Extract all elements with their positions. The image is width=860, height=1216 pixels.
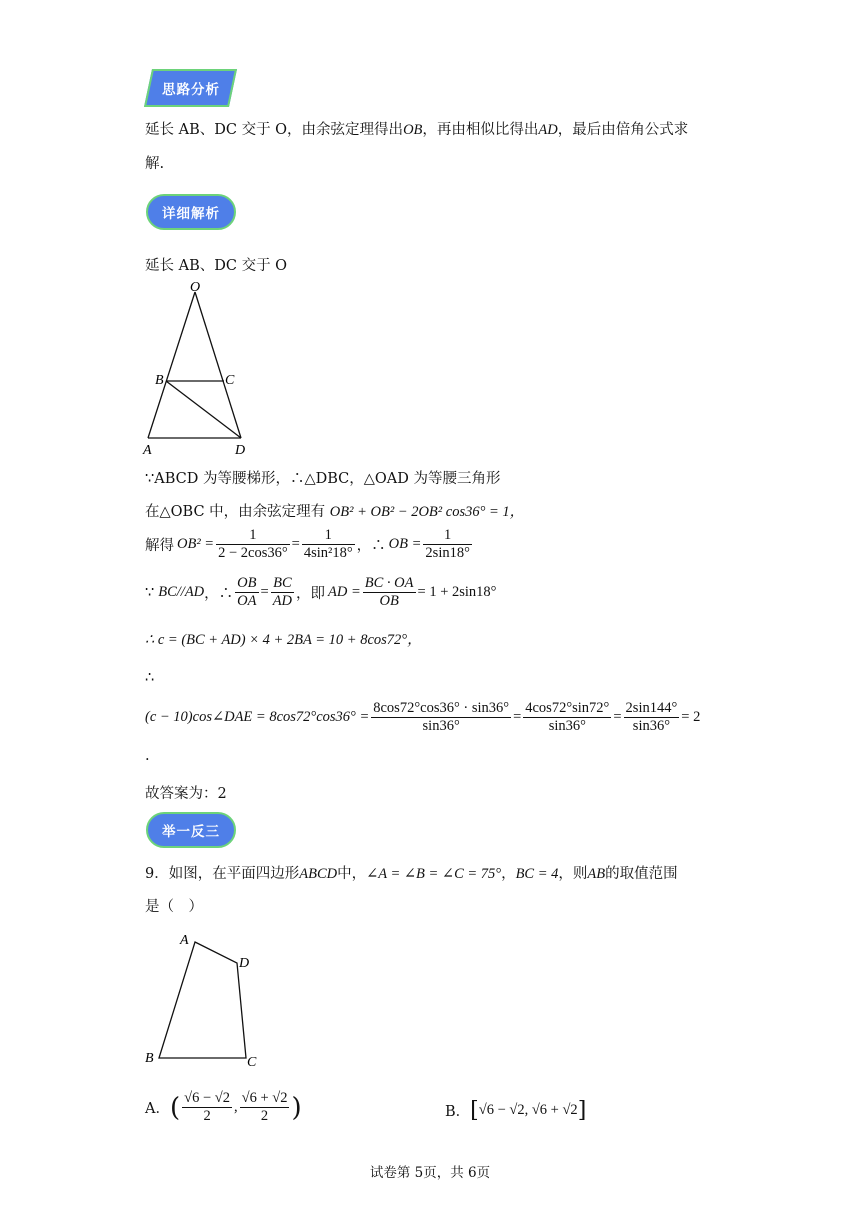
option-a-fraction-2: $\frac{√6 + √2}{2}$	[241, 1090, 288, 1124]
final-equation-line: (c − 10)cos∠DAE = 8cos72°cos36° = $\frac{8\cos 72^\circ\cos 36^\circ \cdot \sin 36^\circ}{\sin 36^\circ}$ = $\frac{4\cos 72^\circ\sin 72^\circ}{\sin 36^\circ}$ = $\frac{2\sin 144^\circ}{\sin 36^\circ}$ = 2	[145, 700, 701, 734]
question-text-b: 中，	[337, 866, 367, 882]
therefore-line: ∴	[145, 670, 155, 686]
final-lhs: (c − 10)cos∠DAE = 8cos72°cos36° =	[145, 709, 370, 725]
cosine-equation: OB² + OB² − 2OB² cos36° = 1，	[329, 504, 525, 520]
detail-extend-line: 延长 AB、DC 交于 O	[145, 258, 288, 274]
final-fraction-1: $\frac{8\cos 72^\circ\cos 36^\circ \cdot \sin 36^\circ}{\sin 36^\circ}$	[373, 700, 510, 734]
option-b[interactable]: B． [ √6 − √2, √6 + √2 ]	[445, 1098, 587, 1123]
solve-fraction-1: $\frac{1}{2 - 2\cos 36^\circ}$	[218, 527, 288, 561]
question-line-2: 是（ ）	[145, 899, 203, 915]
label-a: A	[143, 443, 152, 458]
label-c: C	[225, 373, 235, 388]
answer-line: 故答案为：2	[145, 786, 227, 802]
line-bd	[166, 381, 241, 438]
analysis-text-a: 延长 AB、DC 交于 O，由余弦定理得出	[145, 122, 404, 138]
analysis-badge	[144, 69, 237, 107]
line-od	[195, 292, 241, 438]
analysis-text-b: ，再由相似比得出	[422, 122, 539, 138]
line-oa	[148, 292, 195, 438]
trapezoid-figure	[140, 278, 260, 458]
parallel-ie: ，即	[296, 586, 326, 602]
because-symbol: ∵	[145, 584, 155, 601]
practice-badge-label: 举一反三	[162, 824, 220, 840]
cosine-text: 在△OBC 中，由余弦定理有	[145, 504, 326, 520]
question-text-c: ，则	[558, 866, 588, 882]
solve-then: ，∴	[356, 538, 386, 554]
analysis-ad: AD	[538, 122, 558, 138]
label-q-b: B	[145, 1051, 154, 1066]
solve-fraction-3: $\frac{1}{2\sin 18^\circ}$	[425, 527, 470, 561]
parallel-then: ，∴	[204, 586, 234, 602]
label-d: D	[235, 443, 246, 458]
ratio-ob-oa: $\frac{OB}{OA}$	[237, 575, 257, 609]
isosceles-line: ∵ABCD 为等腰梯形，∴△DBC，△OAD 为等腰三角形	[145, 471, 501, 487]
final-fraction-2: $\frac{4\cos 72^\circ\sin 72^\circ}{\sin 36^\circ}$	[525, 700, 610, 734]
quadrilateral-abcd	[159, 942, 246, 1058]
ad-fraction: $\frac{BC \cdot OA}{OB}$	[364, 575, 414, 609]
label-q-c: C	[247, 1055, 257, 1070]
option-a-label: A．	[145, 1101, 170, 1117]
label-b: B	[155, 373, 164, 388]
label-q-d: D	[239, 956, 250, 971]
option-b-value: √6 − √2, √6 + √2	[478, 1102, 578, 1118]
solve-ob2: OB² =	[177, 536, 215, 552]
analysis-line-1	[145, 118, 688, 139]
bc-parallel-ad: BC//AD	[158, 584, 205, 600]
ratio-bc-ad: $\frac{BC}{AD}$	[272, 575, 293, 609]
analysis-text-c: ，最后由倍角公式求	[557, 122, 689, 138]
quadrilateral-figure	[140, 925, 270, 1070]
question-bc: BC = 4	[515, 866, 559, 882]
practice-badge	[146, 812, 236, 848]
question-line-1	[145, 862, 678, 883]
detail-badge-label: 详细解析	[162, 206, 220, 222]
detail-badge	[146, 194, 236, 230]
question-text-d: 的取值范围	[605, 866, 678, 882]
ad-result: = 1 + 2sin18°	[417, 584, 497, 600]
question-ab: AB	[587, 866, 606, 882]
question-sep: ，	[501, 866, 516, 882]
ad-equals: AD =	[328, 584, 361, 600]
final-fraction-3: $\frac{2\sin 144^\circ}{\sin 36^\circ}$	[625, 700, 678, 734]
parallel-line: ∵ BC//AD ，∴ $\frac{OB}{OA}$ = $\frac{BC}{AD}$ ，即 AD = $\frac{BC \cdot OA}{OB}$ = 1 + 2sin18°	[145, 575, 497, 609]
option-b-label: B．	[445, 1104, 471, 1120]
solve-text: 解得	[145, 538, 174, 554]
final-result: = 2	[681, 709, 701, 725]
final-dot: .	[145, 748, 150, 764]
c-line: ∴ c = (BC + AD) × 4 + 2BA = 10 + 8cos72°，	[145, 632, 422, 648]
question-abcd: ABCD	[299, 866, 338, 882]
option-a[interactable]: A． ( $\frac{√6 - √2}{2}$ , $\frac{√6 + √2}{2}$ )	[145, 1090, 302, 1124]
cosine-line	[145, 500, 524, 521]
option-a-fraction-1: $\frac{√6 - √2}{2}$	[184, 1090, 230, 1124]
analysis-line-2: 解.	[145, 156, 165, 172]
solve-line: 解得 OB² = $\frac{1}{2 - 2\cos 36^\circ}$ = $\frac{1}{\text{4sin²18°}}$ ，∴ OB = $\frac{1}{2\sin 18^\circ}$	[145, 527, 470, 561]
analysis-ob: OB	[403, 122, 423, 138]
analysis-badge-label: 思路分析	[161, 82, 220, 98]
label-o: O	[190, 280, 201, 295]
page-footer: 试卷第 5页，共 6页	[369, 1165, 491, 1181]
question-angles: ∠A = ∠B = ∠C = 75°	[366, 866, 502, 882]
solve-fraction-2: $\frac{1}{\text{4sin²18°}}$	[303, 527, 353, 561]
solve-ob: OB =	[388, 536, 422, 552]
question-text-a: 9．如图，在平面四边形	[145, 866, 300, 882]
label-q-a: A	[180, 933, 189, 948]
